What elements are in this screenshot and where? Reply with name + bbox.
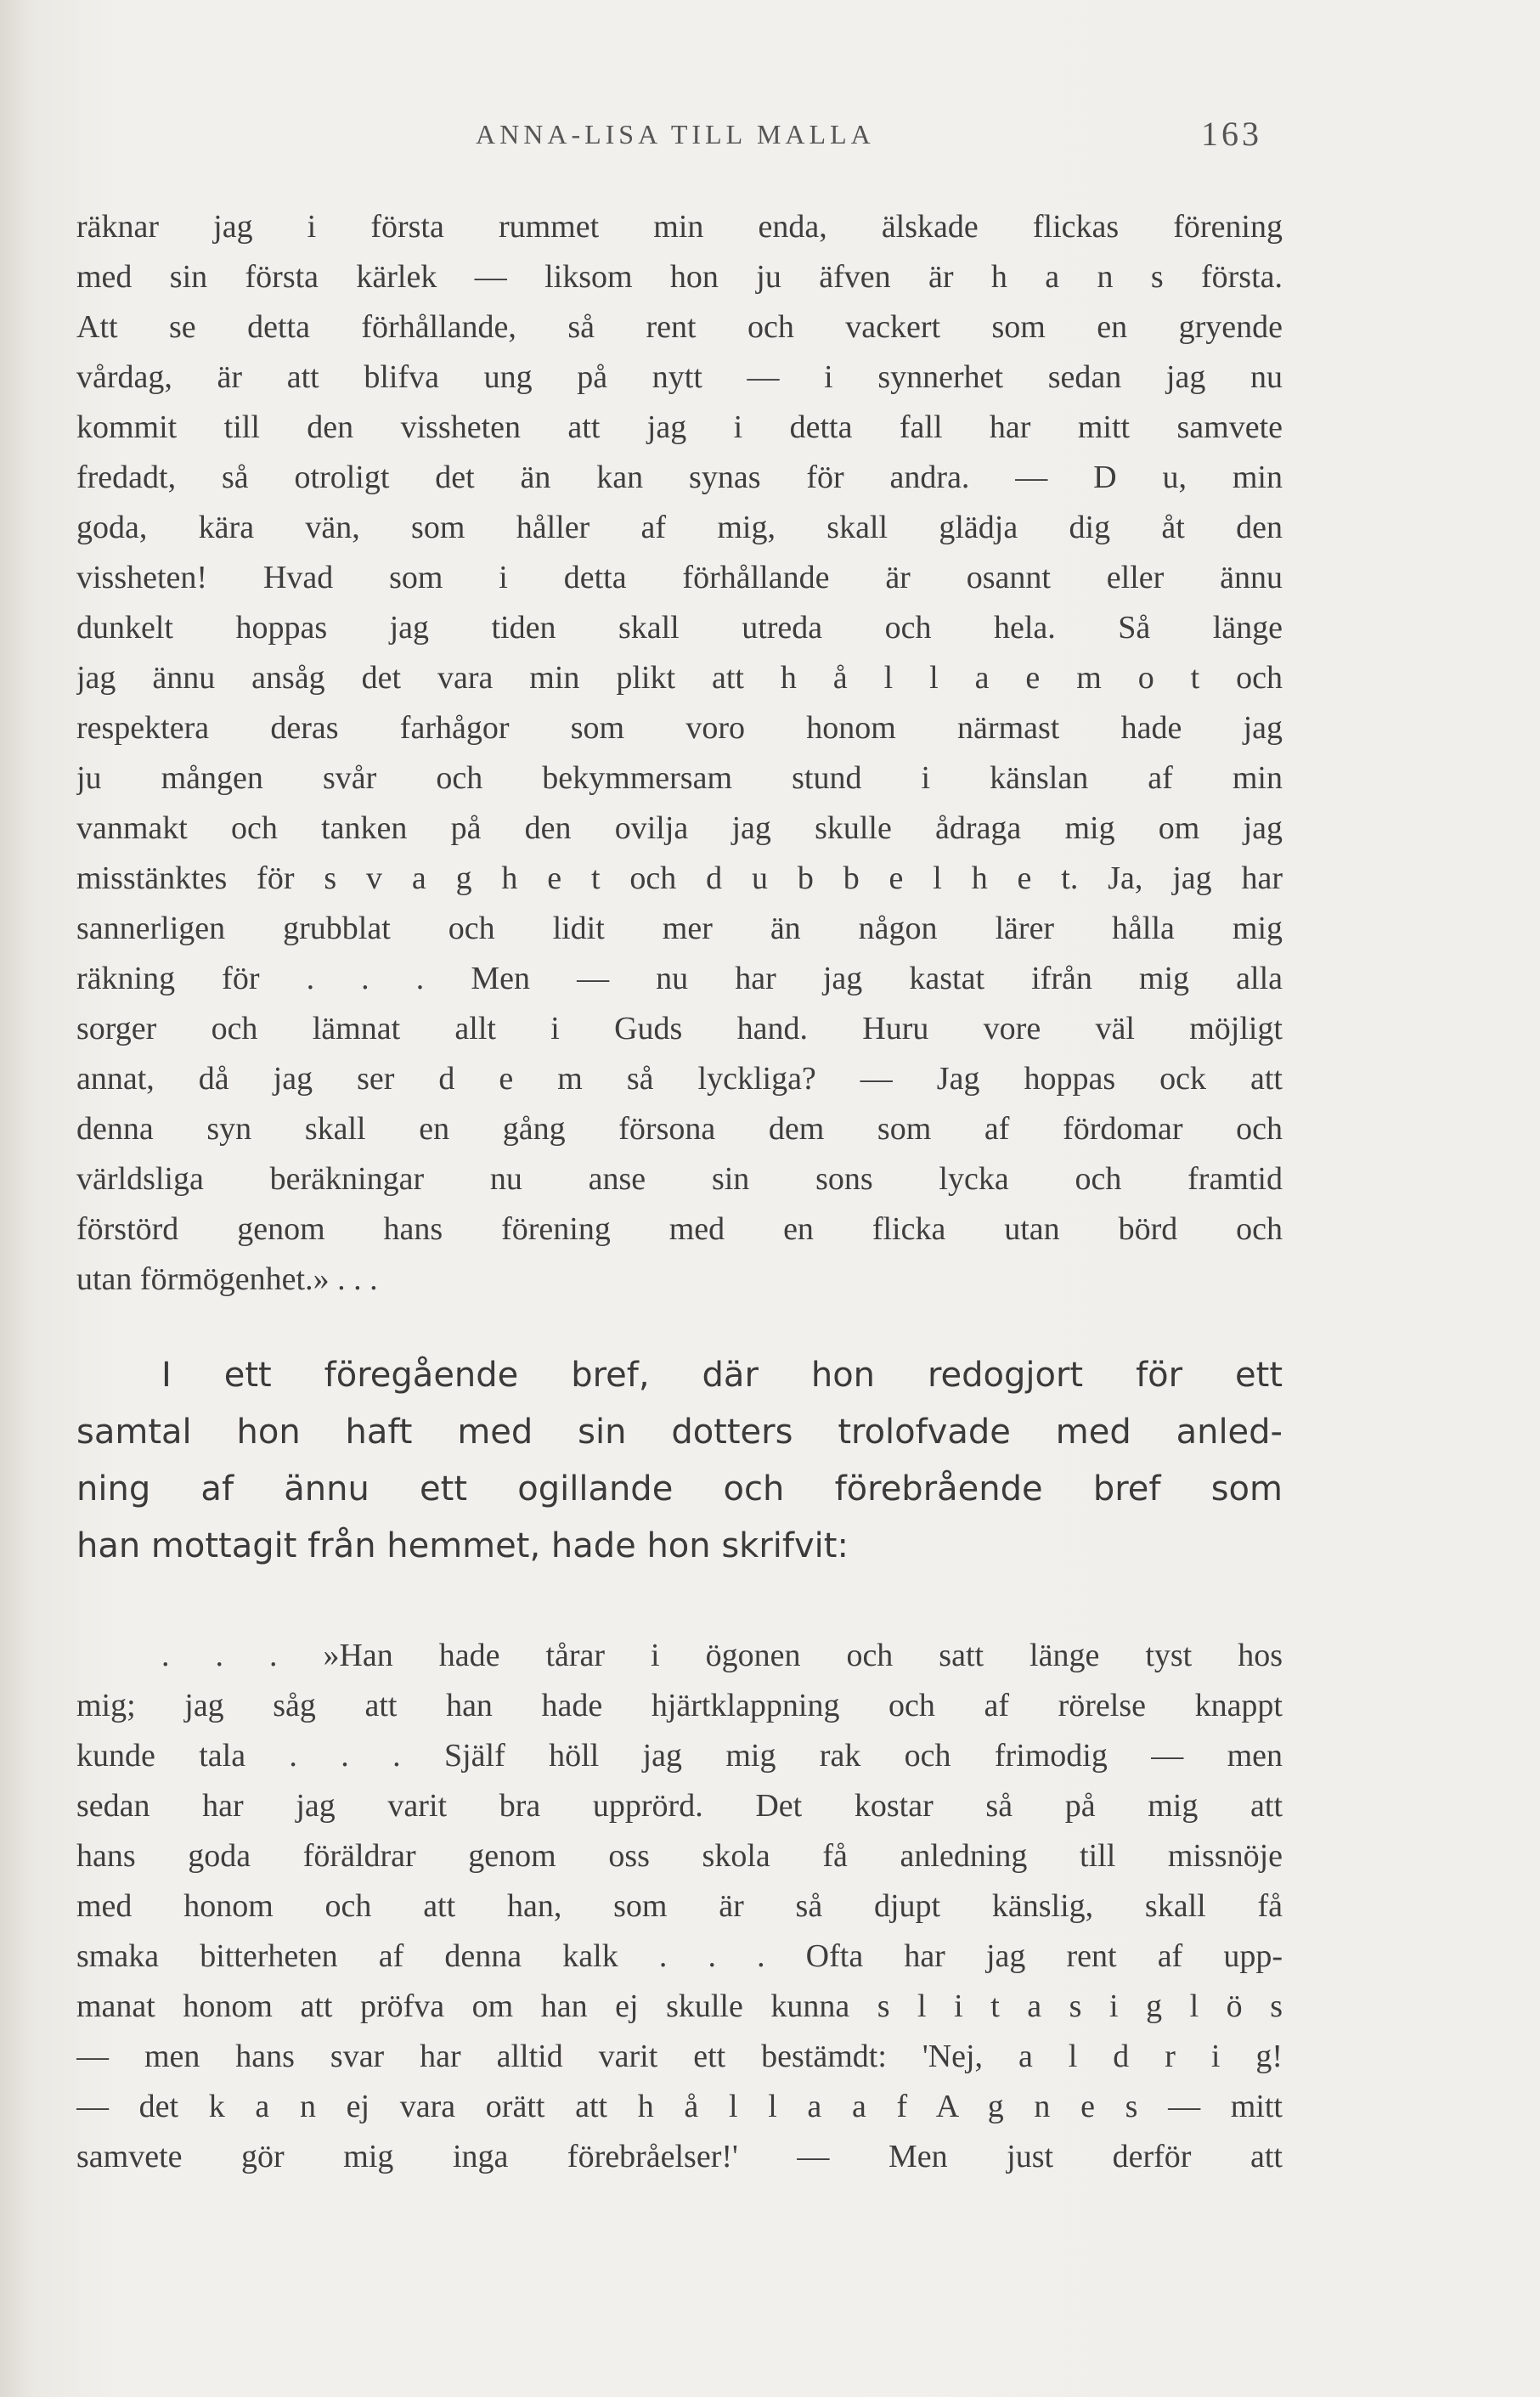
text-line: I ett föregående bref, där hon redogjort för ett xyxy=(161,1356,1283,1395)
text-line: ning af ännu ett ogillande och förebrående bref som xyxy=(76,1469,1283,1509)
text-line: smaka bitterheten af denna kalk . . . Ofta har jag rent af upp- xyxy=(76,1938,1283,1974)
text-line: räkning för . . . Men — nu har jag kastat ifrån mig alla xyxy=(76,961,1283,996)
text-line: kommit till den vissheten att jag i detta fall har mitt samvete xyxy=(76,409,1283,445)
text-line: vårdag, är att blifva ung på nytt — i synnerhet sedan jag nu xyxy=(76,359,1283,395)
page-header xyxy=(0,115,1540,170)
text-line: misstänktes för s v a g h e t och d u b b e l h e t. Ja, jag har xyxy=(76,860,1283,896)
letter-excerpt-1 xyxy=(76,202,1283,1305)
text-line: räknar jag i första rummet min enda, älskade flickas förening xyxy=(76,209,1283,245)
text-line: dunkelt hoppas jag tiden skall utreda och hela. Så länge xyxy=(76,610,1283,646)
text-line: manat honom att pröfva om han ej skulle kunna s l i t a s i g l ö s xyxy=(76,1988,1283,2024)
text-line: annat, då jag ser d e m så lyckliga? — Jag hoppas ock att xyxy=(76,1061,1283,1097)
text-line: — det k a n ej vara orätt att h å l l a a f A g n e s — mitt xyxy=(76,2089,1283,2124)
text-line: han mottagit från hemmet, hade hon skrifvit: xyxy=(76,1526,849,1565)
text-line: med honom och att han, som är så djupt känslig, skall få xyxy=(76,1888,1283,1924)
narration-paragraph xyxy=(76,1347,1283,1575)
text-line: kunde tala . . . Själf höll jag mig rak och frimodig — men xyxy=(76,1738,1283,1774)
text-line: goda, kära vän, som håller af mig, skall glädja dig åt den xyxy=(76,510,1283,545)
letter-excerpt-2 xyxy=(76,1631,1283,2182)
text-line: denna syn skall en gång försona dem som af fördomar och xyxy=(76,1111,1283,1147)
text-line: samtal hon haft med sin dotters trolofvade med anled- xyxy=(76,1413,1283,1452)
text-line: ju mången svår och bekymmersam stund i känslan af min xyxy=(76,760,1283,796)
text-line: . . . »Han hade tårar i ögonen och satt länge tyst hos xyxy=(161,1638,1283,1673)
text-line: jag ännu ansåg det vara min plikt att h å l l a e m o t och xyxy=(76,660,1283,696)
text-line: utan förmögenhet.» . . . xyxy=(76,1261,378,1297)
text-line: hans goda föräldrar genom oss skola få anledning till missnöje xyxy=(76,1838,1283,1874)
text-line: — men hans svar har alltid varit ett bestämdt: 'Nej, a l d r i g! xyxy=(76,2039,1283,2074)
text-line: sannerligen grubblat och lidit mer än någon lärer hålla mig xyxy=(76,911,1283,946)
text-line: respektera deras farhågor som voro honom närmast hade jag xyxy=(76,710,1283,746)
text-line: världsliga beräkningar nu anse sin sons lycka och framtid xyxy=(76,1161,1283,1197)
text-line: sedan har jag varit bra upprörd. Det kostar så på mig att xyxy=(76,1788,1283,1824)
text-line: sorger och lämnat allt i Guds hand. Huru vore väl möjligt xyxy=(76,1011,1283,1046)
text-line: mig; jag såg att han hade hjärtklappning och af rörelse knappt xyxy=(76,1688,1283,1723)
page-number: 163 xyxy=(1201,115,1262,153)
text-line: med sin första kärlek — liksom hon ju äfven är h a n s första. xyxy=(76,259,1283,295)
text-line: vanmakt och tanken på den ovilja jag skulle ådraga mig om jag xyxy=(76,810,1283,846)
text-line: Att se detta förhållande, så rent och vackert som en gryende xyxy=(76,309,1283,345)
text-line: vissheten! Hvad som i detta förhållande är osannt eller ännu xyxy=(76,560,1283,595)
text-line: samvete gör mig inga förebråelser!' — Men just derför att xyxy=(76,2139,1283,2174)
text-line: förstörd genom hans förening med en flicka utan börd och xyxy=(76,1211,1283,1247)
running-head: ANNA-LISA TILL MALLA xyxy=(476,119,875,149)
text-line: fredadt, så otroligt det än kan synas för andra. — D u, min xyxy=(76,460,1283,495)
